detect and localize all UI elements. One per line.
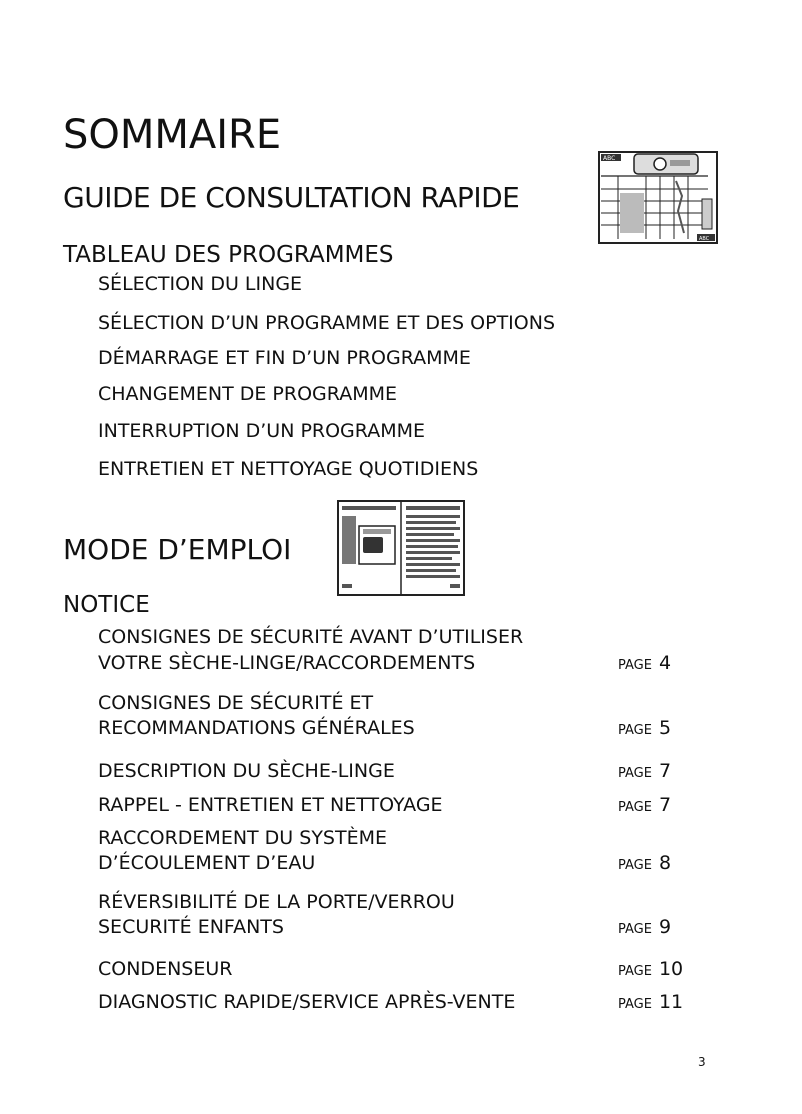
- page-word: PAGE: [618, 800, 652, 815]
- programs-item: DÉMARRAGE ET FIN D’UN PROGRAMME: [98, 347, 471, 369]
- notice-entry-line1: CONSIGNES DE SÉCURITÉ ET: [98, 692, 374, 714]
- page-number-ref: 10: [658, 958, 684, 980]
- programs-item: SÉLECTION D’UN PROGRAMME ET DES OPTIONS: [98, 312, 556, 334]
- programs-item: INTERRUPTION D’UN PROGRAMME: [98, 420, 425, 442]
- page-number-ref: 11: [658, 991, 684, 1013]
- page-number-ref: 5: [658, 717, 672, 739]
- page-word: PAGE: [618, 964, 652, 979]
- notice-entry-line1: RÉVERSIBILITÉ DE LA PORTE/VERROU: [98, 891, 455, 913]
- page-title: SOMMAIRE: [63, 112, 282, 158]
- thumb-label-left: ABC: [603, 155, 616, 162]
- page-word: PAGE: [618, 766, 652, 781]
- notice-entry-page: [618, 794, 671, 816]
- notice-entry-line1: RACCORDEMENT DU SYSTÈME: [98, 827, 387, 849]
- page-number-ref: 4: [658, 652, 672, 674]
- page-word: PAGE: [618, 723, 652, 738]
- quick-guide-heading: GUIDE DE CONSULTATION RAPIDE: [63, 181, 520, 214]
- page-number-ref: 7: [658, 760, 672, 782]
- page-word: PAGE: [618, 922, 652, 937]
- manual-thumbnail-image: [337, 500, 465, 596]
- notice-entry-line2: D’ÉCOULEMENT D’EAU: [98, 852, 316, 874]
- page-word: PAGE: [618, 997, 652, 1012]
- programs-item: SÉLECTION DU LINGE: [98, 273, 303, 295]
- quick-guide-thumbnail-image: [598, 151, 718, 244]
- page-word: PAGE: [618, 858, 652, 873]
- notice-entry-line1: CONDENSEUR: [98, 958, 233, 980]
- programs-heading: TABLEAU DES PROGRAMMES: [63, 242, 394, 268]
- notice-entry-page: [618, 760, 671, 782]
- manual-thumbnail: [337, 500, 465, 596]
- programs-item: ENTRETIEN ET NETTOYAGE QUOTIDIENS: [98, 458, 479, 480]
- thumb-label-right: ABC: [699, 236, 710, 242]
- notice-entry-page: [618, 958, 683, 980]
- quick-guide-thumbnail: [598, 151, 718, 244]
- notice-entry-line2: SECURITÉ ENFANTS: [98, 916, 284, 938]
- notice-entry-page: [618, 717, 671, 739]
- notice-entry-page: [618, 916, 671, 938]
- notice-entry-line2: RECOMMANDATIONS GÉNÉRALES: [98, 717, 415, 739]
- notice-entry-page: [618, 852, 671, 874]
- notice-entry-page: [618, 991, 683, 1013]
- notice-entry-line1: DIAGNOSTIC RAPIDE/SERVICE APRÈS-VENTE: [98, 991, 516, 1013]
- notice-entry-line2: VOTRE SÈCHE-LINGE/RACCORDEMENTS: [98, 652, 476, 674]
- notice-entry-page: [618, 652, 671, 674]
- programs-item: CHANGEMENT DE PROGRAMME: [98, 383, 397, 405]
- notice-entry-line1: DESCRIPTION DU SÈCHE-LINGE: [98, 760, 395, 782]
- notice-entry-line1: CONSIGNES DE SÉCURITÉ AVANT D’UTILISER: [98, 626, 524, 648]
- notice-heading: NOTICE: [63, 592, 150, 618]
- page-number-ref: 8: [658, 852, 672, 874]
- mode-emploi-heading: MODE D’EMPLOI: [63, 533, 292, 566]
- notice-entry-line1: RAPPEL - ENTRETIEN ET NETTOYAGE: [98, 794, 443, 816]
- page-number: 3: [698, 1055, 706, 1069]
- page-number-ref: 9: [658, 916, 672, 938]
- page-word: PAGE: [618, 658, 652, 673]
- page-number-ref: 7: [658, 794, 672, 816]
